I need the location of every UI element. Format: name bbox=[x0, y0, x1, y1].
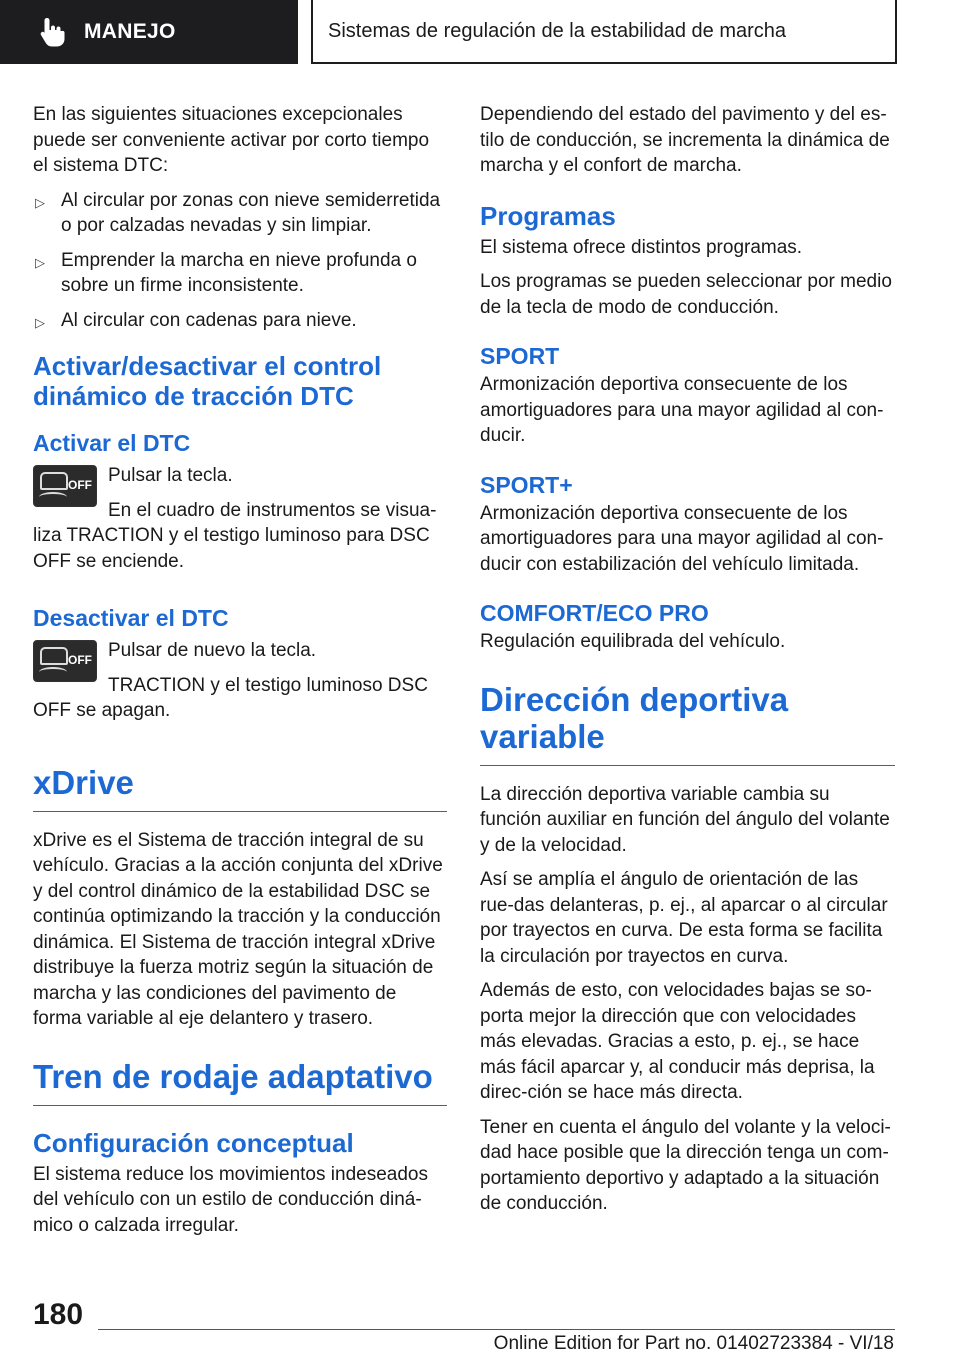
chapter-header bbox=[311, 0, 897, 64]
heading-adaptive-suspension: Tren de rodaje adaptativo bbox=[33, 1057, 433, 1095]
section-title: MANEJO bbox=[84, 20, 176, 43]
heading-sport: SPORT bbox=[480, 343, 560, 369]
heading-programs: Programas bbox=[480, 200, 616, 231]
heading-activate-deactivate-dtc: Activar/desactivar el control dinámico de tracción DTC bbox=[33, 351, 382, 411]
sport-plus-text: Armonización deportiva consecuente de los amortiguadores para una mayor agilidad al con-ducir con estabilización del vehículo limitada. bbox=[480, 502, 884, 575]
divider bbox=[480, 765, 895, 766]
divider bbox=[33, 1105, 447, 1106]
heading-sport-plus: SPORT+ bbox=[480, 471, 573, 498]
footer-divider bbox=[98, 1329, 895, 1330]
steering-text-4: Tener en cuenta el ángulo del volante y la veloci-dad hace posible que la dirección tenga un com-portamiento deportivo y adaptado a la situación de conducción. bbox=[480, 1116, 891, 1214]
heading-variable-sport-steering: Dirección deportiva variable bbox=[480, 680, 789, 755]
hand-pointer-icon bbox=[38, 16, 68, 48]
list-item: ▷ Emprender la marcha en nieve profunda o sobre un firme inconsistente. bbox=[35, 249, 417, 296]
steering-text-2: Así se amplía el ángulo de orientación de las rue-das delanteras, p. ej., al aparcar o al circular por trayectos en curva. De esta forma se facilita la circulación por trayectos en curva. bbox=[480, 869, 888, 967]
dtc-intro: En las siguientes situaciones excepcionales puede ser conveniente activar por corto tiempo el sistema DTC: bbox=[33, 104, 430, 176]
activate-dtc-block bbox=[33, 463, 447, 574]
sport-text: Armonización deportiva consecuente de los amortiguadores para una mayor agilidad al con-ducir. bbox=[480, 374, 884, 446]
edition-info: Online Edition for Part no. 01402723384 - VI/18 bbox=[493, 1333, 894, 1354]
deactivate-dtc-block bbox=[33, 638, 447, 724]
triangle-right-icon: ▷ bbox=[35, 314, 45, 330]
activate-step-2a: En el cuadro de instrumentos se visua- bbox=[108, 499, 437, 521]
heading-comfort-eco-pro: COMFORT/ECO PRO bbox=[480, 600, 709, 626]
suspension-intro: Dependiendo del estado del pavimento y del es-tilo de conducción, se incrementa la dinámica de marcha y el confort de marcha. bbox=[480, 104, 890, 176]
dtc-situations-list bbox=[33, 188, 447, 334]
activate-step-1: Pulsar la tecla. bbox=[108, 465, 233, 486]
triangle-right-icon: ▷ bbox=[35, 194, 45, 210]
deactivate-step-2b: OFF se apagan. bbox=[33, 700, 171, 721]
list-item: ▷ Al circular por zonas con nieve semiderretida o por calzadas nevadas y sin limpiar. bbox=[35, 189, 441, 236]
heading-concept: Configuración conceptual bbox=[33, 1127, 354, 1158]
dtc-off-button-icon: OFF bbox=[33, 640, 97, 682]
programs-text-2: Los programas se pueden seleccionar por medio de la tecla de modo de conducción. bbox=[480, 271, 892, 318]
programs-text-1: El sistema ofrece distintos programas. bbox=[480, 236, 803, 258]
deactivate-step-2a: TRACTION y el testigo luminoso DSC bbox=[108, 674, 428, 696]
left-column bbox=[33, 102, 447, 1247]
concept-text: El sistema reduce los movimientos indeseados del vehículo con un estilo de conducción diná-mico o calzada irregular. bbox=[33, 1163, 428, 1236]
heading-xdrive: xDrive bbox=[33, 763, 134, 801]
steering-text-1: La dirección deportiva variable cambia su función auxiliar en función del ángulo del volante y de la velocidad. bbox=[480, 783, 890, 856]
activate-step-2b: liza TRACTION y el testigo luminoso para DSC OFF se enciende. bbox=[33, 525, 430, 572]
dtc-off-button-icon: OFF bbox=[33, 465, 97, 507]
divider bbox=[33, 811, 447, 812]
chapter-title: Sistemas de regulación de la estabilidad de marcha bbox=[328, 19, 787, 42]
list-item: ▷ Al circular con cadenas para nieve. bbox=[33, 308, 447, 334]
right-column bbox=[480, 102, 895, 1226]
heading-deactivate-dtc: Desactivar el DTC bbox=[33, 605, 229, 631]
triangle-right-icon: ▷ bbox=[35, 254, 45, 270]
page-number: 180 bbox=[33, 1298, 84, 1331]
deactivate-step-1: Pulsar de nuevo la tecla. bbox=[108, 640, 317, 661]
xdrive-text: xDrive es el Sistema de tracción integral de su vehículo. Gracias a la acción conjunta del xDrive y del control dinámico de la estabilidad DSC se continúa optimizando la tracción y la conducción dinámica. El Sistema de tracción integral xDrive distribuye la fuerza motriz según la situación de marcha y las condiciones del pavimento de forma variable al eje delantero y trasero. bbox=[33, 829, 443, 1029]
section-tab bbox=[0, 0, 298, 64]
comfort-text: Regulación equilibrada del vehículo. bbox=[480, 631, 786, 652]
heading-activate-dtc: Activar el DTC bbox=[33, 430, 191, 456]
steering-text-3: Además de esto, con velocidades bajas se so-porta mejor la dirección que con velocidades más elevadas. Gracias a esto, p. ej., se hace más fácil aparcar y, al conducir más deprisa, la direc-ción se hace más directa. bbox=[480, 980, 875, 1103]
